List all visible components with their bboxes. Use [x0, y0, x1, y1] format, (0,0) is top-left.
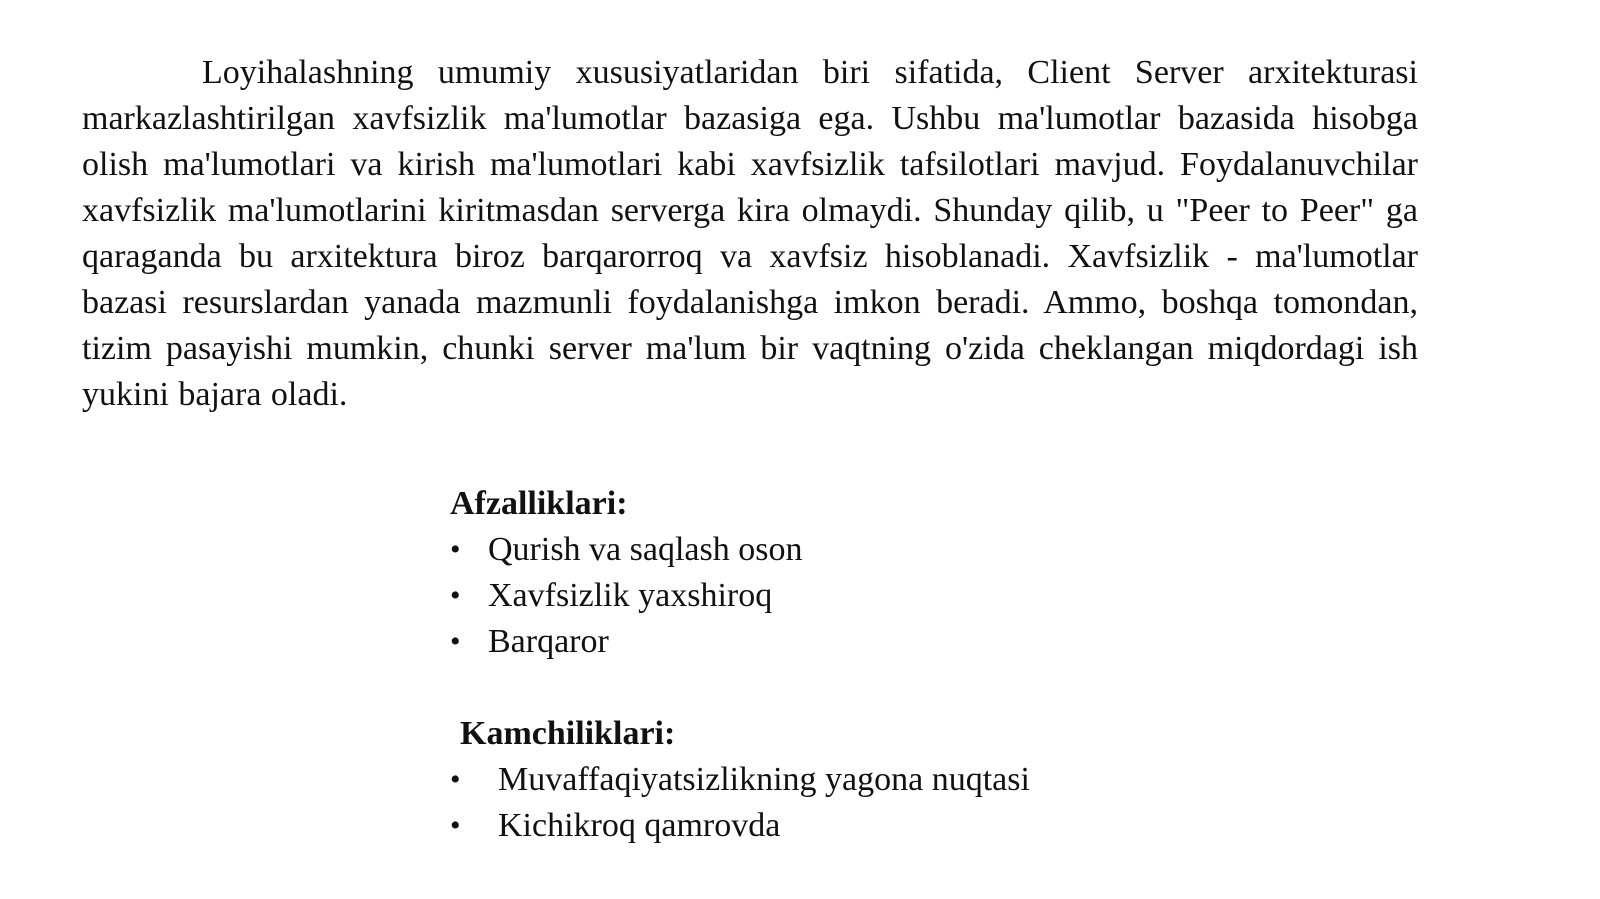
list-item-label: Qurish va saqlash oson — [488, 531, 803, 568]
list-item-label: Kichikroq qamrovda — [498, 807, 781, 844]
list-item-label: Barqaror — [488, 623, 609, 660]
advantages-heading: Afzalliklari: — [450, 485, 628, 522]
list-item-label: Xavfsizlik yaxshiroq — [488, 577, 773, 614]
list-item — [450, 619, 1150, 665]
list-item — [450, 803, 1150, 849]
list-item-label: Muvaffaqiyatsizlikning yagona nuqtasi — [498, 761, 1030, 798]
bullet-icon: • — [450, 763, 461, 796]
advantages-list — [450, 527, 1150, 665]
disadvantages-section — [450, 711, 1150, 849]
disadvantages-list — [450, 757, 1150, 849]
bullet-icon: • — [450, 579, 461, 612]
advantages-section — [450, 481, 1150, 665]
bullet-icon: • — [450, 533, 461, 566]
list-item — [450, 527, 1150, 573]
intro-paragraph: Loyihalashning umumiy xususiyatlaridan biri sifatida, Client Server arxitekturasi markazlashtirilgan xavfsizlik ma'lumotlar bazasiga ega. Ushbu ma'lumotlar bazasida hisobga olish ma'lumotlari va kirish ma'lumotlari kabi xavfsizlik tafsilotlari mavjud. Foydalanuvchilar xavfsizlik ma'lumotlarini kiritmasdan serverga kira olmaydi. Shunday qilib, u "Peer to Peer" ga qaraganda bu arxitektura biroz barqarorroq va xavfsiz hisoblanadi. Xavfsizlik - ma'lumotlar bazasi resurslardan yanada mazmunli foydalanishga imkon beradi. Ammo, boshqa tomondan, tizim pasayishi mumkin, chunki server ma'lum bir vaqtning o'zida cheklangan miqdordagi ish yukini bajara oladi. — [82, 54, 1418, 413]
bullet-icon: • — [450, 625, 461, 658]
disadvantages-heading: Kamchiliklari: — [460, 715, 676, 752]
list-item — [450, 757, 1150, 803]
list-item — [450, 573, 1150, 619]
bullet-icon: • — [450, 809, 461, 842]
